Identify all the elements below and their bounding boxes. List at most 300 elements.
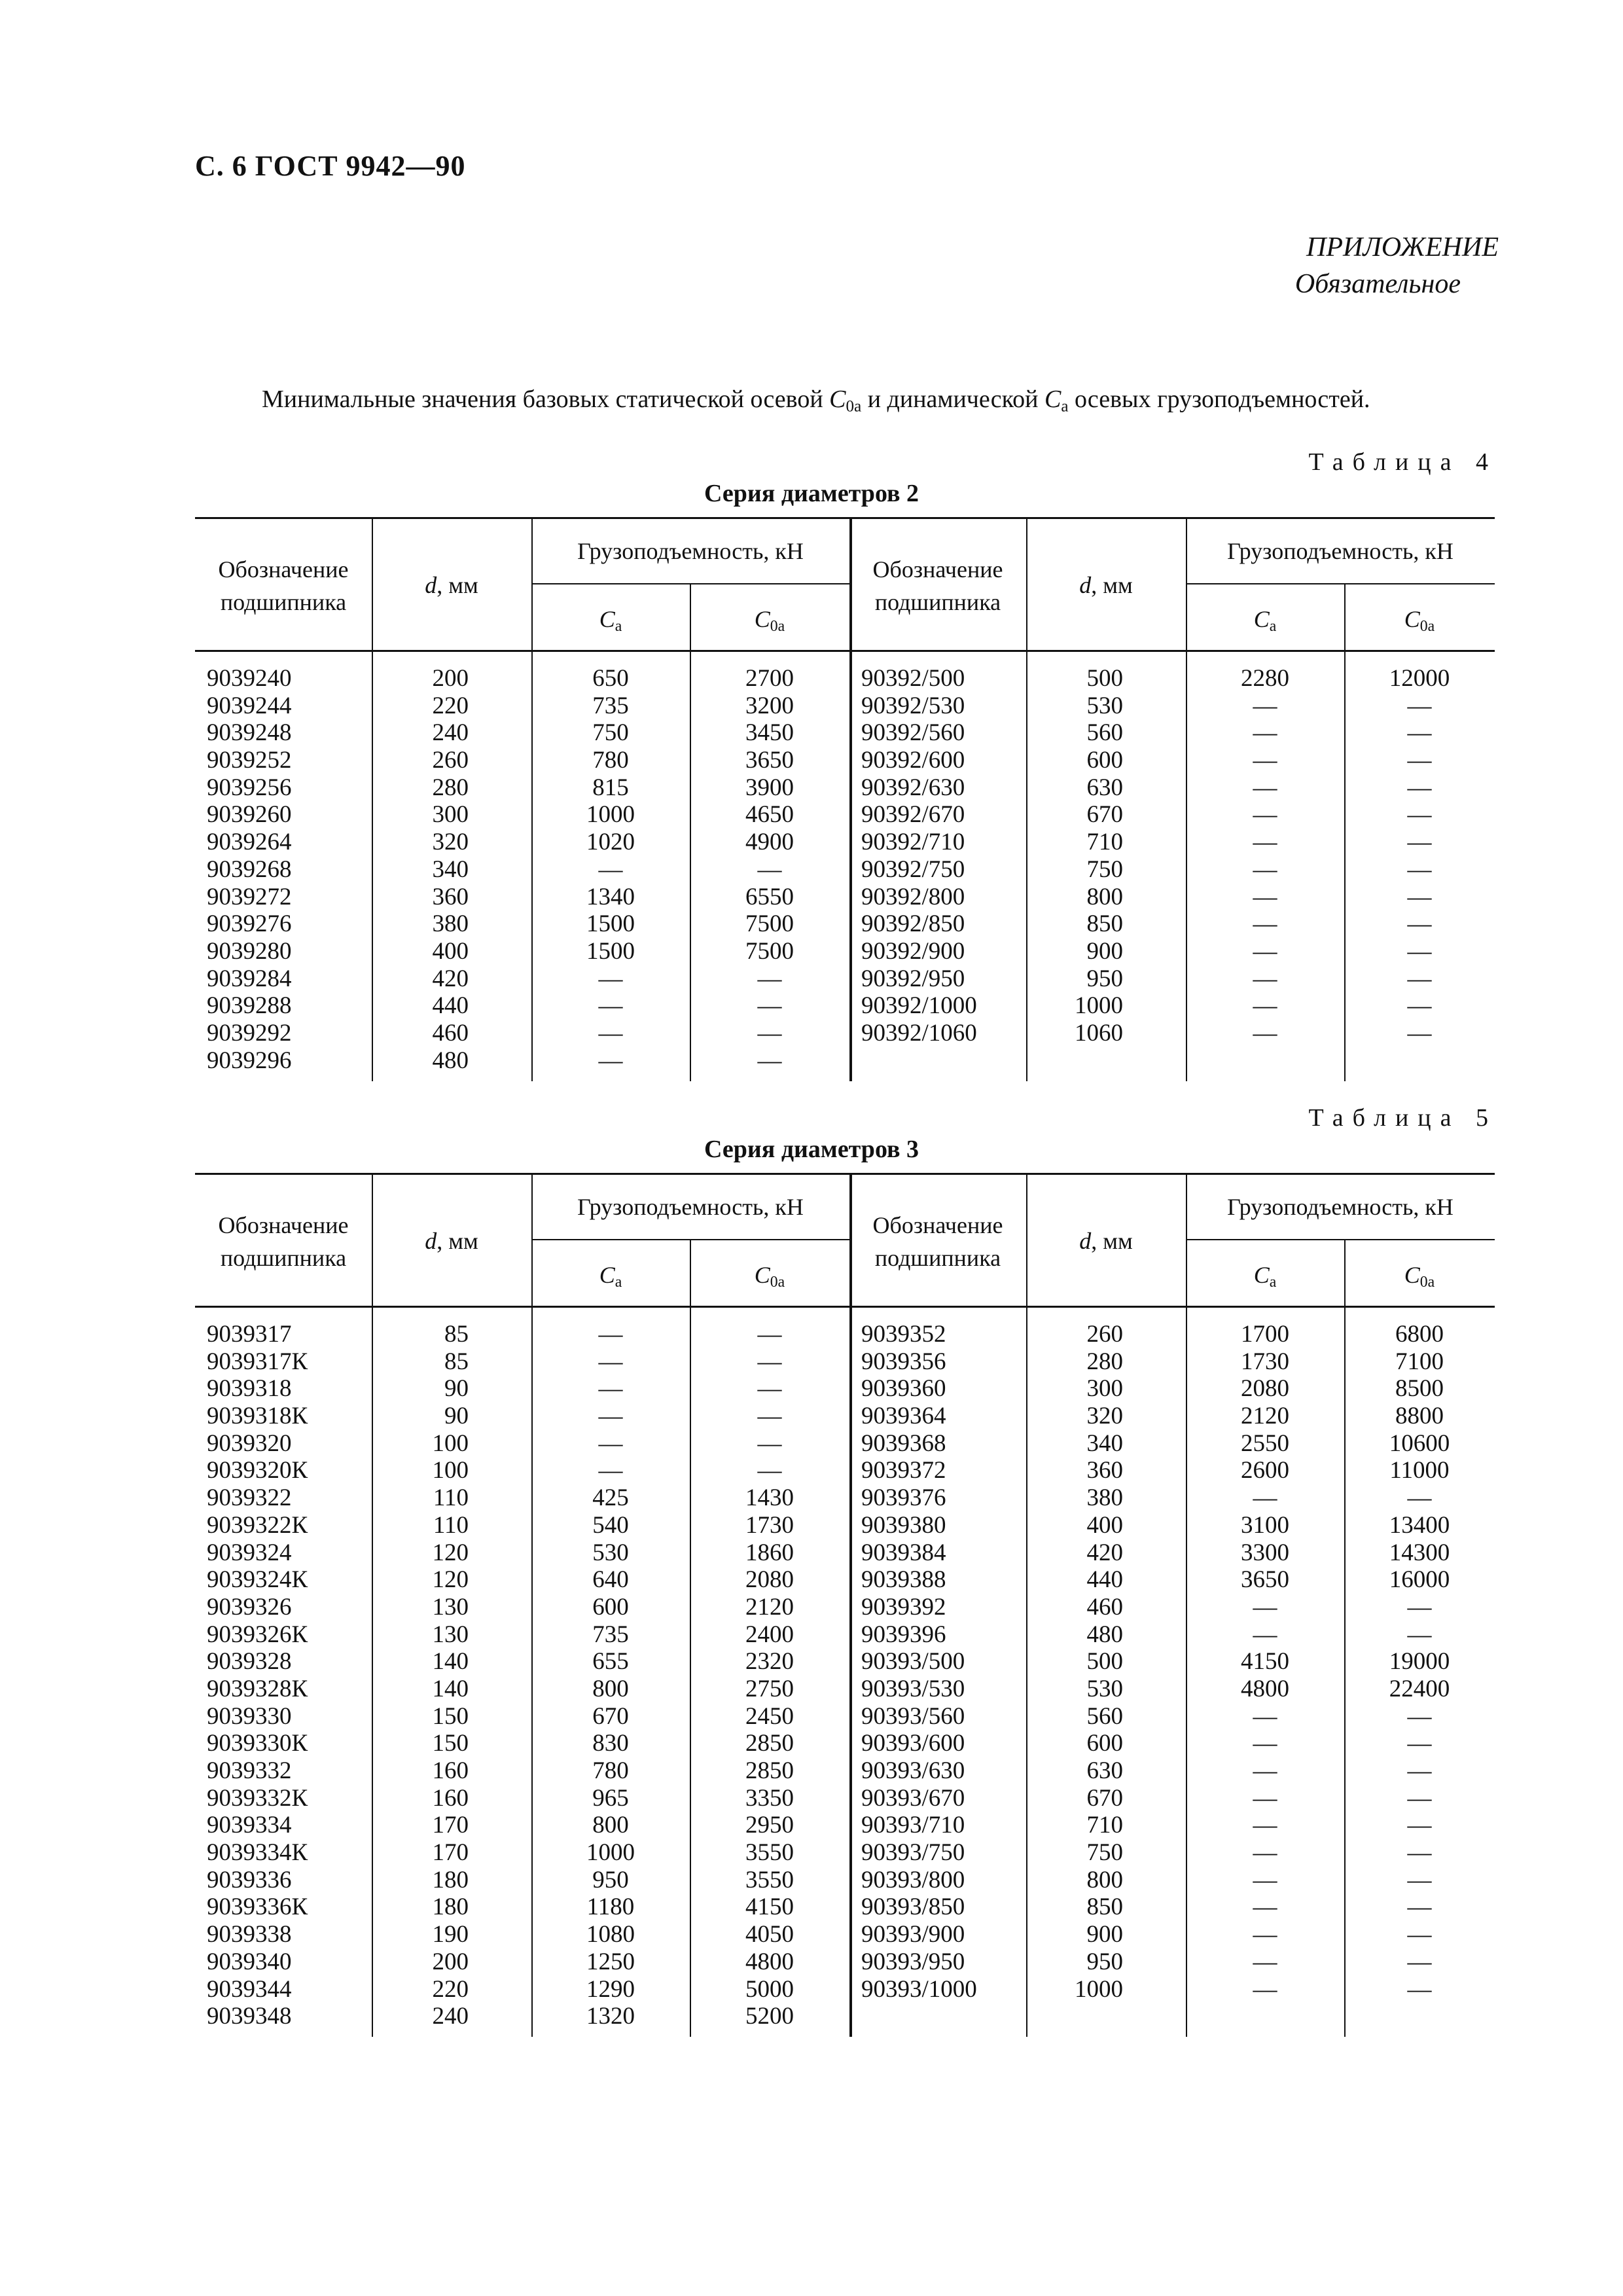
bore-diameter: 170 <box>432 1812 469 1839</box>
dynamic-capacity: — <box>1253 1839 1277 1867</box>
table-row <box>195 1047 1495 1075</box>
designation-header: Обозначение подшипника <box>218 556 349 615</box>
bearing-designation: 9039328 <box>207 1648 292 1676</box>
diameter-var: d <box>425 1228 437 1254</box>
dynamic-capacity: 780 <box>592 747 629 774</box>
bearing-designation: 9039317 <box>207 1321 292 1348</box>
bore-diameter: 90 <box>444 1403 469 1430</box>
bore-diameter: 670 <box>1086 1784 1123 1812</box>
table-row <box>195 747 1495 774</box>
bore-diameter: 110 <box>433 1511 469 1539</box>
bore-diameter: 140 <box>432 1675 469 1702</box>
bearing-designation: 90393/500 <box>861 1648 965 1676</box>
bearing-designation: 90392/500 <box>861 665 965 692</box>
c0a-sub: 0a <box>770 1273 785 1291</box>
c0a-sub: 0a <box>1419 617 1435 635</box>
bearing-designation: 9039376 <box>861 1484 946 1512</box>
bearing-designation: 9039384 <box>861 1539 946 1566</box>
static-capacity: 5200 <box>745 2003 794 2030</box>
table-row <box>195 1621 1495 1649</box>
static-capacity: — <box>1407 1757 1432 1784</box>
static-capacity: — <box>1407 747 1432 774</box>
ca-sub: a <box>615 1273 622 1291</box>
bearing-designation: 90393/850 <box>861 1893 965 1921</box>
bearing-designation: 90393/750 <box>861 1839 965 1867</box>
bearing-designation: 90393/670 <box>861 1784 965 1812</box>
dynamic-capacity: — <box>1253 910 1277 938</box>
static-capacity: — <box>1407 855 1432 883</box>
dynamic-capacity: — <box>598 1321 623 1348</box>
static-capacity: — <box>1407 937 1432 965</box>
table-row <box>195 1348 1495 1376</box>
static-capacity: 3650 <box>745 747 794 774</box>
static-capacity: 2450 <box>745 1702 794 1730</box>
static-capacity: — <box>1407 1839 1432 1867</box>
table-row <box>195 1648 1495 1676</box>
static-capacity: 2850 <box>745 1730 794 1757</box>
bearing-designation: 9039356 <box>861 1348 946 1375</box>
c0a-header <box>1344 1259 1495 1299</box>
c0a-var: C <box>1404 1262 1420 1288</box>
dynamic-capacity: 4800 <box>1241 1675 1289 1702</box>
bore-diameter: 320 <box>432 829 469 856</box>
bearing-designation: 9039292 <box>207 1019 292 1047</box>
static-capacity: 3550 <box>745 1839 794 1867</box>
static-capacity: — <box>1407 1866 1432 1893</box>
bore-diameter: 900 <box>1086 1921 1123 1948</box>
static-capacity: 12000 <box>1389 665 1450 692</box>
column-divider <box>531 1175 533 1306</box>
dynamic-capacity: 1020 <box>586 829 635 856</box>
bore-diameter: 530 <box>1086 692 1123 719</box>
dynamic-capacity: 600 <box>592 1593 629 1621</box>
bore-diameter: 190 <box>432 1921 469 1948</box>
bore-diameter: 800 <box>1086 883 1123 910</box>
static-capacity: 19000 <box>1389 1648 1450 1676</box>
bearing-designation: 90392/560 <box>861 719 965 747</box>
bore-diameter: 400 <box>432 937 469 965</box>
diameter-unit: , мм <box>1091 572 1133 598</box>
column-divider <box>690 1239 691 1306</box>
static-capacity: 1430 <box>745 1484 794 1512</box>
static-capacity: 4800 <box>745 1948 794 1975</box>
static-capacity: 16000 <box>1389 1566 1450 1594</box>
static-capacity: — <box>1407 910 1432 938</box>
static-capacity: 4900 <box>745 829 794 856</box>
dynamic-capacity: 540 <box>592 1511 629 1539</box>
bearing-designation: 90393/560 <box>861 1702 965 1730</box>
bearing-designation: 9039336 <box>207 1866 292 1893</box>
dynamic-capacity: 965 <box>592 1784 629 1812</box>
dynamic-capacity: 815 <box>592 774 629 801</box>
static-capacity: — <box>1407 774 1432 801</box>
dynamic-capacity: 1080 <box>586 1921 635 1948</box>
static-capacity: 13400 <box>1389 1511 1450 1539</box>
c0a-header <box>1344 603 1495 643</box>
ca-sub: a <box>1269 617 1277 635</box>
bearing-designation: 90393/1000 <box>861 1975 977 2003</box>
static-capacity: 5000 <box>745 1975 794 2003</box>
dynamic-capacity: 1180 <box>586 1893 635 1921</box>
table4 <box>195 517 1495 1081</box>
static-capacity: 7500 <box>745 910 794 938</box>
bore-diameter: 120 <box>432 1566 469 1594</box>
bearing-designation: 9039320К <box>207 1457 308 1484</box>
designation-header: Обозначение подшипника <box>218 1212 349 1271</box>
bearing-designation: 9039276 <box>207 910 292 938</box>
static-capacity: — <box>757 1429 782 1457</box>
static-capacity: — <box>1407 1702 1432 1730</box>
diameter-unit: , мм <box>1091 1228 1133 1254</box>
bearing-designation: 9039352 <box>861 1321 946 1348</box>
table4-title: Серия диаметров 2 <box>704 480 919 507</box>
static-capacity: 3450 <box>745 719 794 747</box>
ca-var: C <box>599 606 615 632</box>
dynamic-capacity: 1000 <box>586 1839 635 1867</box>
table-row <box>195 774 1495 802</box>
static-capacity: — <box>1407 829 1432 856</box>
table-row <box>195 1948 1495 1976</box>
bearing-designation: 9039318К <box>207 1403 308 1430</box>
c0a-var: C <box>754 1262 770 1288</box>
bearing-designation: 90393/530 <box>861 1675 965 1702</box>
bore-diameter: 380 <box>1086 1484 1123 1512</box>
table5 <box>195 1173 1495 2037</box>
dynamic-capacity: 2600 <box>1241 1457 1289 1484</box>
bore-diameter: 630 <box>1086 1757 1123 1784</box>
bearing-designation: 90393/710 <box>861 1812 965 1839</box>
static-capacity: — <box>757 1047 782 1074</box>
static-capacity: 2950 <box>745 1812 794 1839</box>
bore-diameter: 180 <box>432 1893 469 1921</box>
table-row <box>195 1676 1495 1703</box>
static-capacity: — <box>1407 801 1432 829</box>
dynamic-capacity: 800 <box>592 1812 629 1839</box>
dynamic-capacity: — <box>1253 992 1277 1020</box>
bore-diameter: 850 <box>1086 1893 1123 1921</box>
appendix-title: ПРИЛОЖЕНИЕ <box>1306 232 1499 262</box>
static-capacity: — <box>1407 1730 1432 1757</box>
bore-diameter: 160 <box>432 1757 469 1784</box>
dynamic-capacity: — <box>1253 855 1277 883</box>
bore-diameter: 420 <box>432 965 469 992</box>
bearing-designation: 9039264 <box>207 829 292 856</box>
bore-diameter: 140 <box>432 1648 469 1676</box>
bore-diameter: 900 <box>1086 937 1123 965</box>
static-capacity: — <box>757 965 782 992</box>
static-capacity: 8500 <box>1395 1375 1444 1403</box>
bearing-designation: 90393/950 <box>861 1948 965 1975</box>
table-row <box>195 938 1495 965</box>
capacity-header: Грузоподъемность, кН <box>1227 538 1454 564</box>
static-capacity: 2320 <box>745 1648 794 1676</box>
ca-var: C <box>1253 1262 1270 1288</box>
static-capacity: — <box>1407 1484 1432 1512</box>
bearing-designation: 90393/630 <box>861 1757 965 1784</box>
bore-diameter: 560 <box>1086 719 1123 747</box>
table-row <box>195 992 1495 1020</box>
bore-diameter: 200 <box>432 1948 469 1975</box>
dynamic-capacity: — <box>1253 1866 1277 1893</box>
table-row <box>195 801 1495 829</box>
static-capacity: — <box>757 1321 782 1348</box>
dynamic-capacity: — <box>1253 1948 1277 1975</box>
bearing-designation: 90392/670 <box>861 801 965 829</box>
dynamic-capacity: — <box>598 1375 623 1403</box>
bore-diameter: 280 <box>1086 1348 1123 1375</box>
c0a-sub: 0a <box>1419 1273 1435 1291</box>
bearing-designation: 9039260 <box>207 801 292 829</box>
bearing-designation: 9039244 <box>207 692 292 719</box>
static-capacity: 6550 <box>745 883 794 910</box>
dynamic-capacity: — <box>1253 1921 1277 1948</box>
intro-ca-var: C <box>1044 386 1061 413</box>
bore-diameter: 420 <box>1086 1539 1123 1566</box>
bearing-designation: 90393/800 <box>861 1866 965 1893</box>
dynamic-capacity: 2080 <box>1241 1375 1289 1403</box>
c0a-header <box>690 603 849 643</box>
static-capacity: 1860 <box>745 1539 794 1566</box>
column-divider <box>531 1308 533 2037</box>
static-capacity: 2700 <box>745 665 794 692</box>
static-capacity: — <box>1407 692 1432 719</box>
bearing-designation: 9039344 <box>207 1975 292 2003</box>
static-capacity: 7100 <box>1395 1348 1444 1375</box>
bore-diameter: 710 <box>1086 829 1123 856</box>
dynamic-capacity: — <box>1253 1730 1277 1757</box>
bore-diameter: 380 <box>432 910 469 938</box>
bore-diameter: 120 <box>432 1539 469 1566</box>
intro-text-3: осевых грузоподъемностей. <box>1068 386 1370 413</box>
bearing-designation: 9039396 <box>861 1621 946 1648</box>
dynamic-capacity: 780 <box>592 1757 629 1784</box>
dynamic-capacity: — <box>1253 1593 1277 1621</box>
static-capacity: 4150 <box>745 1893 794 1921</box>
column-divider <box>849 652 852 1081</box>
bearing-designation: 9039318 <box>207 1375 292 1403</box>
dynamic-capacity: — <box>1253 883 1277 910</box>
dynamic-capacity: — <box>1253 1812 1277 1839</box>
static-capacity: — <box>757 1403 782 1430</box>
column-divider <box>1344 652 1346 1081</box>
static-capacity: — <box>1407 1784 1432 1812</box>
static-capacity: 8800 <box>1395 1403 1444 1430</box>
table-row <box>195 719 1495 747</box>
table-row <box>195 665 1495 692</box>
bore-diameter: 100 <box>432 1429 469 1457</box>
dynamic-capacity: — <box>1253 1784 1277 1812</box>
static-capacity: 2400 <box>745 1621 794 1648</box>
static-capacity: 3350 <box>745 1784 794 1812</box>
capacity-header: Грузоподъемность, кН <box>1227 1194 1454 1220</box>
bearing-designation: 9039330 <box>207 1702 292 1730</box>
dynamic-capacity: — <box>1253 1975 1277 2003</box>
bearing-designation: 9039252 <box>207 747 292 774</box>
c0a-var: C <box>754 606 770 632</box>
table-row <box>195 829 1495 856</box>
static-capacity: — <box>757 1348 782 1375</box>
dynamic-capacity: 735 <box>592 1621 629 1648</box>
table-row <box>195 1566 1495 1594</box>
bearing-designation: 9039320 <box>207 1429 292 1457</box>
column-divider <box>1026 1308 1027 2037</box>
intro-c0a-var: C <box>829 386 846 413</box>
diameter-header <box>1026 1225 1186 1257</box>
c0a-var: C <box>1404 606 1420 632</box>
bearing-designation: 9039324К <box>207 1566 308 1594</box>
column-divider <box>372 1308 373 2037</box>
static-capacity: — <box>1407 1948 1432 1975</box>
bearing-designation: 90392/850 <box>861 910 965 938</box>
dynamic-capacity: — <box>598 855 623 883</box>
bearing-designation: 90392/630 <box>861 774 965 801</box>
table-row <box>195 1512 1495 1539</box>
static-capacity: — <box>1407 1812 1432 1839</box>
dynamic-capacity: 2550 <box>1241 1429 1289 1457</box>
dynamic-capacity: 1500 <box>586 910 635 938</box>
static-capacity: — <box>757 855 782 883</box>
bore-diameter: 950 <box>1086 1948 1123 1975</box>
bore-diameter: 600 <box>1086 1730 1123 1757</box>
table-row <box>195 1839 1495 1867</box>
static-capacity: 2850 <box>745 1757 794 1784</box>
static-capacity: — <box>1407 1921 1432 1948</box>
bore-diameter: 400 <box>1086 1511 1123 1539</box>
diameter-unit: , мм <box>437 572 478 598</box>
bearing-designation: 90393/600 <box>861 1730 965 1757</box>
dynamic-capacity: 530 <box>592 1539 629 1566</box>
bore-diameter: 600 <box>1086 747 1123 774</box>
static-capacity: — <box>1407 1893 1432 1921</box>
static-capacity: — <box>757 992 782 1020</box>
bore-diameter: 100 <box>432 1457 469 1484</box>
table-row <box>195 910 1495 938</box>
dynamic-capacity: — <box>598 1457 623 1484</box>
bore-diameter: 160 <box>432 1784 469 1812</box>
dynamic-capacity: 950 <box>592 1866 629 1893</box>
c0a-header <box>690 1259 849 1299</box>
table-row <box>195 1403 1495 1430</box>
bearing-designation: 9039296 <box>207 1047 292 1074</box>
bearing-designation: 90392/900 <box>861 937 965 965</box>
bore-diameter: 150 <box>432 1702 469 1730</box>
dynamic-capacity: 650 <box>592 665 629 692</box>
dynamic-capacity: 425 <box>592 1484 629 1512</box>
bore-diameter: 240 <box>432 719 469 747</box>
intro-c0a-sub: 0a <box>846 397 862 416</box>
bore-diameter: 170 <box>432 1839 469 1867</box>
dynamic-capacity: 3300 <box>1241 1539 1289 1566</box>
dynamic-capacity: 4150 <box>1241 1648 1289 1676</box>
dynamic-capacity: 2120 <box>1241 1403 1289 1430</box>
table-row <box>195 1921 1495 1948</box>
bearing-designation: 90392/710 <box>861 829 965 856</box>
table-row <box>195 2003 1495 2030</box>
static-capacity: — <box>1407 1621 1432 1648</box>
table-row <box>195 1020 1495 1047</box>
bore-diameter: 1000 <box>1075 992 1123 1020</box>
c0a-sub: 0a <box>770 617 785 635</box>
column-divider <box>849 1175 852 1306</box>
dynamic-capacity: — <box>1253 801 1277 829</box>
bearing-designation: 9039268 <box>207 855 292 883</box>
capacity-divider <box>1186 583 1495 584</box>
bearing-designation: 9039340 <box>207 1948 292 1975</box>
intro-ca-sub: a <box>1061 397 1069 416</box>
column-divider <box>531 652 533 1081</box>
ca-header <box>1186 603 1344 643</box>
dynamic-capacity: — <box>598 1047 623 1074</box>
diameter-header <box>1026 569 1186 601</box>
bearing-designation: 9039392 <box>861 1593 946 1621</box>
table-header <box>195 1173 1495 1308</box>
bore-diameter: 360 <box>1086 1457 1123 1484</box>
dynamic-capacity: 655 <box>592 1648 629 1676</box>
static-capacity: 2080 <box>745 1566 794 1594</box>
table-row <box>195 1484 1495 1512</box>
bearing-designation: 90392/750 <box>861 855 965 883</box>
dynamic-capacity: — <box>598 992 623 1020</box>
dynamic-capacity: — <box>1253 1702 1277 1730</box>
dynamic-capacity: — <box>1253 937 1277 965</box>
column-divider <box>1186 652 1187 1081</box>
column-divider <box>849 519 852 650</box>
dynamic-capacity: 1730 <box>1241 1348 1289 1375</box>
ca-sub: a <box>615 617 622 635</box>
static-capacity: 3550 <box>745 1866 794 1893</box>
dynamic-capacity: — <box>598 1429 623 1457</box>
bore-diameter: 320 <box>1086 1403 1123 1430</box>
static-capacity: — <box>1407 965 1432 992</box>
column-divider <box>372 1175 373 1306</box>
bearing-designation: 90392/600 <box>861 747 965 774</box>
diameter-header <box>372 1225 531 1257</box>
dynamic-capacity: 1250 <box>586 1948 635 1975</box>
bearing-designation: 9039240 <box>207 665 292 692</box>
dynamic-capacity: 1320 <box>586 2003 635 2030</box>
ca-header <box>531 1259 690 1299</box>
column-divider <box>372 519 373 650</box>
table-row <box>195 1375 1495 1403</box>
bearing-designation: 9039364 <box>861 1403 946 1430</box>
bore-diameter: 750 <box>1086 1839 1123 1867</box>
table-row <box>195 856 1495 884</box>
dynamic-capacity: 735 <box>592 692 629 719</box>
column-divider <box>690 652 691 1081</box>
dynamic-capacity: — <box>1253 1621 1277 1648</box>
bore-diameter: 460 <box>432 1019 469 1047</box>
dynamic-capacity: — <box>1253 829 1277 856</box>
designation-header: Обозначение подшипника <box>872 1212 1003 1271</box>
table-row <box>195 1703 1495 1731</box>
dynamic-capacity: 1000 <box>586 801 635 829</box>
static-capacity: — <box>1407 883 1432 910</box>
static-capacity: 4050 <box>745 1921 794 1948</box>
bearing-designation: 9039368 <box>861 1429 946 1457</box>
column-divider <box>1026 519 1027 650</box>
bore-diameter: 480 <box>1086 1621 1123 1648</box>
bore-diameter: 530 <box>1086 1675 1123 1702</box>
dynamic-capacity: — <box>598 1019 623 1047</box>
dynamic-capacity: 800 <box>592 1675 629 1702</box>
dynamic-capacity: — <box>1253 719 1277 747</box>
bore-diameter: 220 <box>432 1975 469 2003</box>
bore-diameter: 1000 <box>1075 1975 1123 2003</box>
static-capacity: 10600 <box>1389 1429 1450 1457</box>
column-divider <box>1344 1239 1346 1306</box>
dynamic-capacity: 750 <box>592 719 629 747</box>
bore-diameter: 180 <box>432 1866 469 1893</box>
